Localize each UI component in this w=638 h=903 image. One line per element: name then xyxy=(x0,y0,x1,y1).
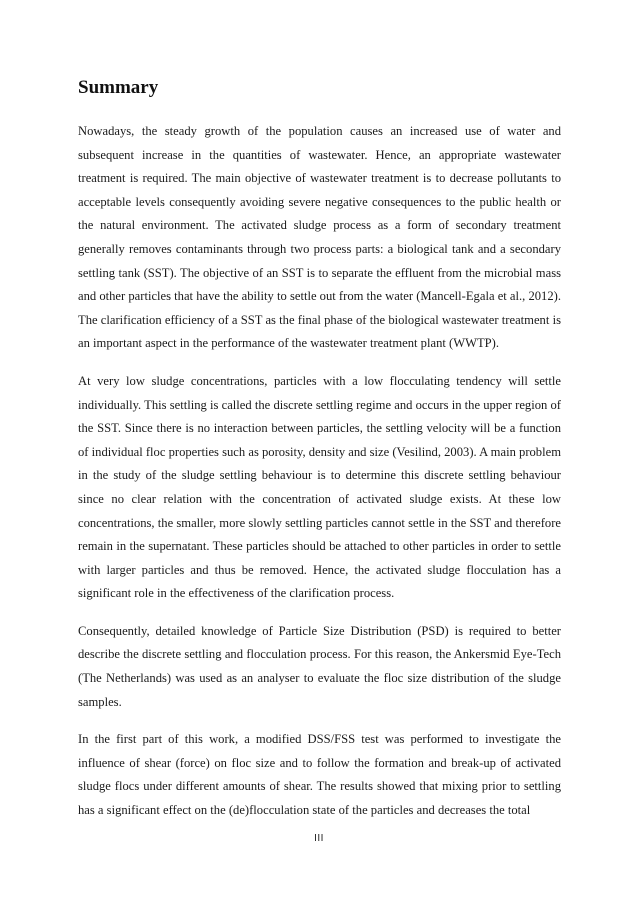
paragraph-shear-test: In the first part of this work, a modified DSS/FSS test was performed to investigate the influence of shear (force) on floc size and to follow the formation and break-up of activated sludge flocs under different amounts of shear. The results showed that mixing prior to settling has a significant effect on the (de)flocculation state of the particles and decreases the total xyxy=(78,732,561,818)
summary-body xyxy=(78,120,561,823)
section-heading: Summary xyxy=(78,77,159,98)
paragraph-particle-size-distribution: Consequently, detailed knowledge of Particle Size Distribution (PSD) is required to better describe the discrete settling and flocculation process. For this reason, the Ankersmid Eye-Tech (The Netherlands) was used as an analyser to evaluate the floc size distribution of the sludge samples. xyxy=(78,623,561,709)
page-number: III xyxy=(314,833,324,844)
paragraph-population-wastewater: Nowadays, the steady growth of the population causes an increased use of water and subsequent increase in the quantities of wastewater. Hence, an appropriate wastewater treatment is required. The main objective of wastewater treatment is to decrease pollutants to acceptable levels consequently avoiding severe negative consequences to the public health or the natural environment. The activated sludge process as a form of secondary treatment generally removes contaminants through two process parts: a biological tank and a secondary settling tank (SST). The objective of an SST is to separate the effluent from the microbial mass and other particles that have the ability to settle out from the water (Mancell-Egala et al., 2012). The clarification efficiency of a SST as the final phase of the biological wastewater treatment is an important aspect in the performance of the wastewater treatment plant (WWTP). xyxy=(78,124,561,351)
paragraph-discrete-settling: At very low sludge concentrations, particles with a low flocculating tendency will settle individually. This settling is called the discrete settling regime and occurs in the upper region of the SST. Since there is no interaction between particles, the settling velocity will be a function of individual floc properties such as porosity, density and size (Vesilind, 2003). A main problem in the study of the sludge settling behaviour is to determine this discrete settling behaviour since no clear relation with the concentration of activated sludge exists. At these low concentrations, the smaller, more slowly settling particles cannot settle in the SST and therefore remain in the supernatant. These particles should be attached to other particles in order to settle with larger particles and thus be removed. Hence, the activated sludge flocculation has a significant role in the effectiveness of the clarification process. xyxy=(78,373,561,601)
